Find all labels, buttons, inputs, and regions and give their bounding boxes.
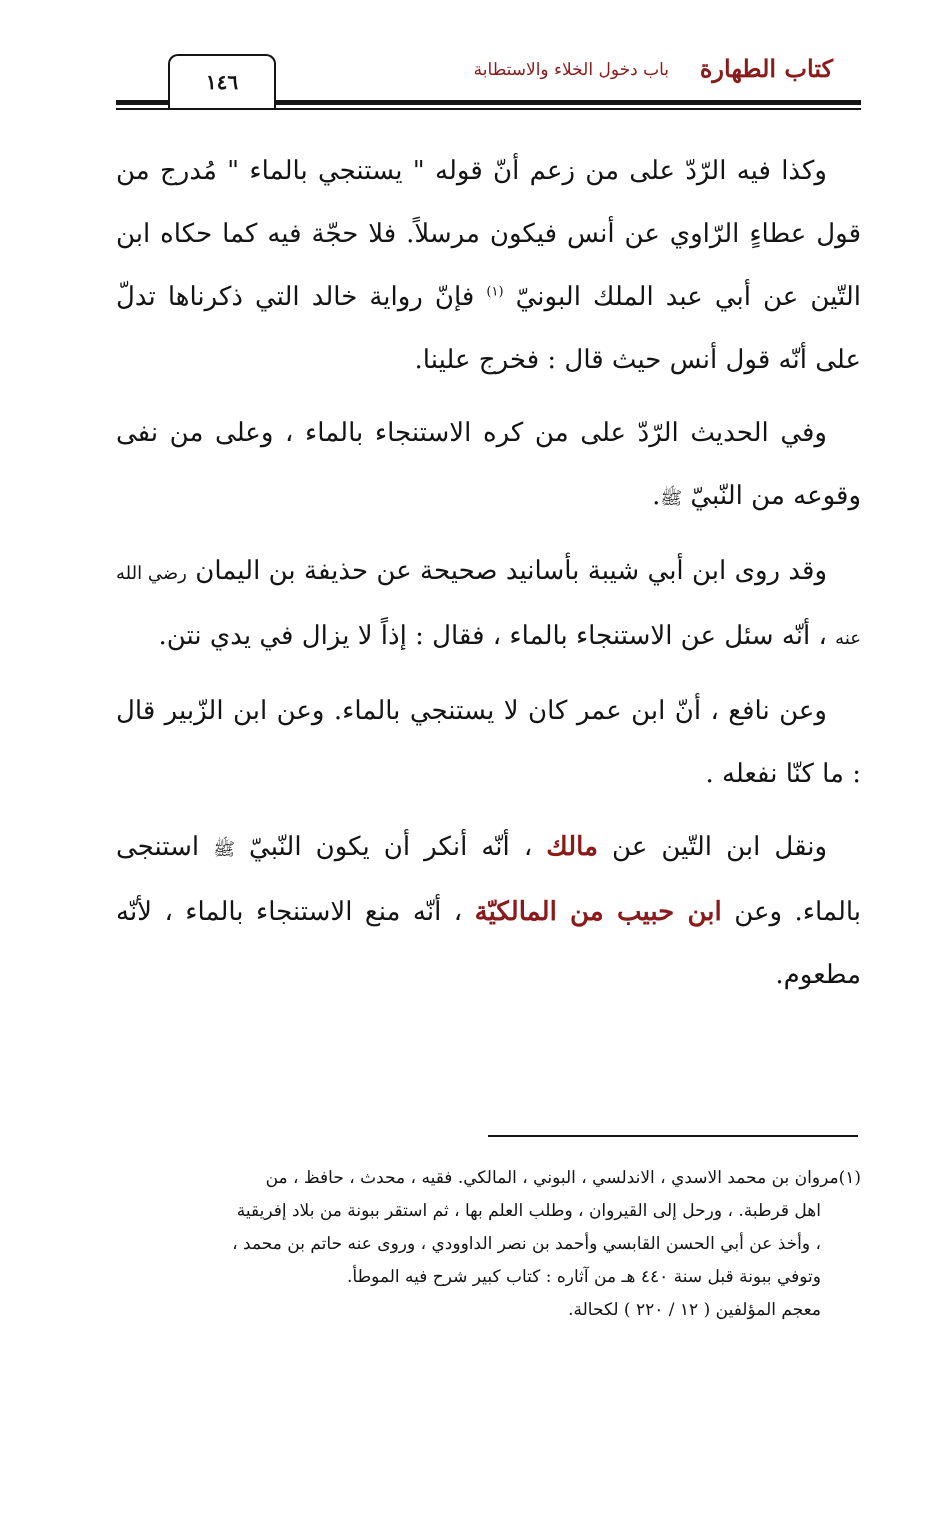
main-text xyxy=(116,140,861,1017)
paragraph-5-text-a: ونقل ابن التّين عن xyxy=(612,832,828,862)
highlighted-name-ibn-habib: ابن حبيب من المالكيّة xyxy=(474,897,722,927)
highlighted-name-malik: مالك xyxy=(546,832,598,862)
footnote-ref-1: (١) xyxy=(486,284,504,300)
paragraph-1-end: فإنّ رواية خالد التي ذكرناها تدلّ على أنّه قول أنس حيث قال : فخرج علينا. xyxy=(116,282,861,375)
footnote-1-line-3: ، وأخذ عن أبي الحسن القابسي وأحمد بن نصر الداوودي ، وروى عنه حاتم بن محمد ، xyxy=(232,1234,821,1254)
footnote-separator xyxy=(488,1135,858,1137)
salutation-glyph: ﷺ xyxy=(660,488,683,509)
salutation-glyph: ﷺ xyxy=(213,839,235,860)
footnote-1-line-5: معجم المؤلفين ( ١٢ / ٢٢٠ ) لكحالة. xyxy=(568,1300,821,1320)
radiyallah-glyph: رضي الله عنه xyxy=(116,563,861,649)
paragraph-3 xyxy=(116,540,861,670)
paragraph-5 xyxy=(116,816,861,1007)
paragraph-5-text-b: ، أنّه أنكر أن يكون النّبيّ xyxy=(249,832,533,862)
paragraph-5-text-d: ، أنّه منع الاستنجاء بالماء ، لأنّه مطعوم. xyxy=(116,897,861,990)
paragraph-2 xyxy=(116,402,861,530)
footnote-1-line-2: اهل قرطبة. ، ورحل إلى القيروان ، وطلب العلم بها ، ثم استقر ببونة من بلاد إفريقية xyxy=(236,1201,821,1221)
footnotes xyxy=(116,1162,861,1327)
chapter-title: باب دخول الخلاء والاستطابة xyxy=(473,60,669,80)
header-rule-thin xyxy=(116,108,861,110)
footnote-1-line-1: (١)مروان بن محمد الاسدي ، الاندلسي ، البوني ، المالكي. فقيه ، محدث ، حافظ ، من xyxy=(265,1168,861,1188)
paragraph-4 xyxy=(116,680,861,806)
paragraph-5-text-c: استنجى بالماء. وعن xyxy=(116,832,862,927)
book-title: كتاب الطهارة xyxy=(699,54,833,83)
paragraph-1-text: وكذا فيه الرّدّ على من زعم أنّ قوله " يستنجي بالماء " مُدرج من قول عطاءٍ الرّاوي عن أنس فيكون مرسلاً. فلا حجّة فيه كما حكاه ابن التّين عن أبي عبد الملك البونيّ xyxy=(116,156,862,312)
footnote-1-line-4: وتوفي ببونة قبل سنة ٤٤٠ هـ من آثاره : كتاب كبير شرح فيه الموطأ. xyxy=(347,1267,821,1287)
page-number: ١٤٦ xyxy=(168,54,276,108)
paragraph-2-text: وفي الحديث الرّدّ على من كره الاستنجاء بالماء ، وعلى من نفى وقوعه من النّبيّ xyxy=(116,418,861,511)
paragraph-1 xyxy=(116,140,861,392)
paragraph-3-text: وقد روى ابن أبي شيبة بأسانيد صحيحة عن حذيفة بن اليمان xyxy=(195,556,828,586)
paragraph-2-end: . xyxy=(652,481,661,511)
paragraph-3-end: ، أنّه سئل عن الاستنجاء بالماء ، فقال : إذاً لا يزال في يدي نتن. xyxy=(158,621,827,651)
paragraph-4-text: وعن نافع ، أنّ ابن عمر كان لا يستنجي بالماء. وعن ابن الزّبير قال : ما كنّا نفعله . xyxy=(116,696,861,789)
